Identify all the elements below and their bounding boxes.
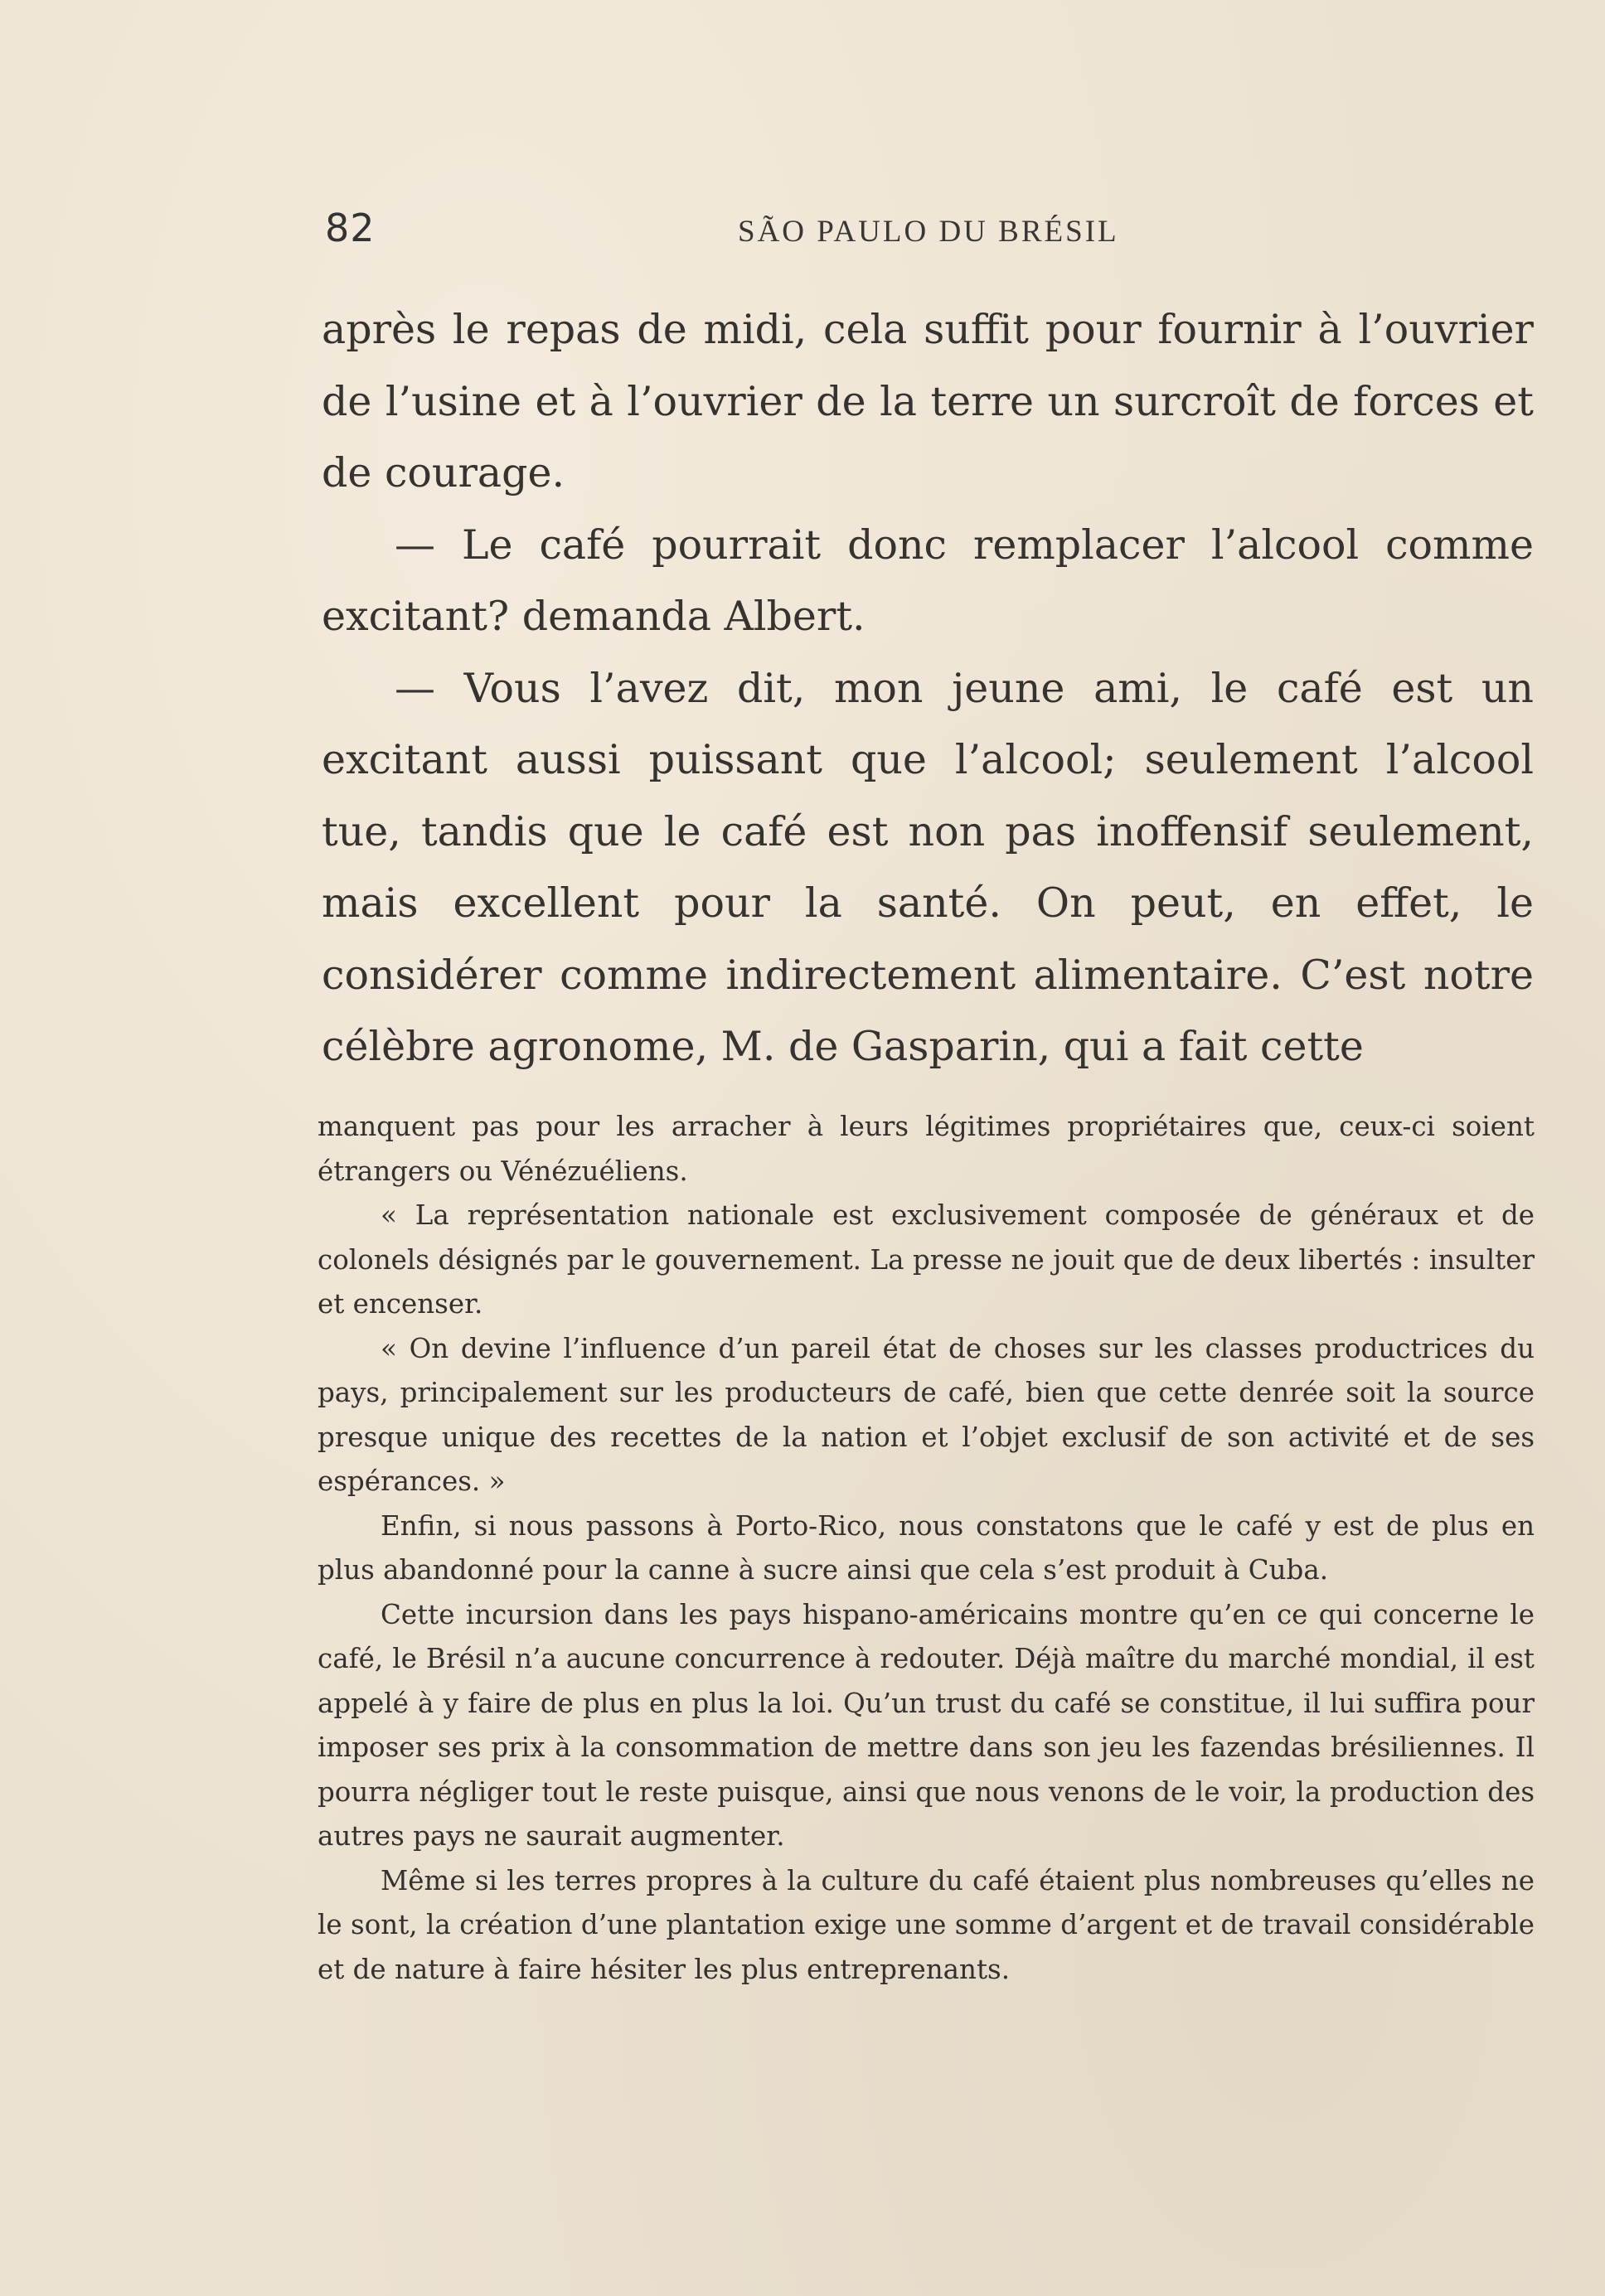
footnote-paragraph-3: « On devine l’influence d’un pareil état de choses sur les classes productrices du pays, principalement sur les producteurs de café, bien que cette denrée soit la source presque unique des recettes de la nation et l’objet exclusif de son activité et de ses espérances. » xyxy=(318,1332,1535,1497)
footnote-paragraph-2: « La représentation nationale est exclusivement composée de généraux et de colonels désignés par le gouvernement. La presse ne jouit que de deux libertés : insulter et encenser. xyxy=(318,1199,1535,1320)
footnote-paragraph-6: Même si les terres propres à la culture du café étaient plus nombreuses qu’elles ne le sont, la création d’une plantation exige une somme d’argent et de travail considérable et de nature à faire hésiter les plus entreprenants. xyxy=(318,1864,1535,1985)
main-paragraph-2: — Le café pourrait donc remplacer l’alcool comme excitant? demanda Albert. xyxy=(322,521,1534,640)
footnote-paragraph-1: manquent pas pour les arracher à leurs légitimes propriétaires que, ceux-ci soient étrangers ou Vénézuéliens. xyxy=(318,1111,1535,1187)
footnote-paragraph-4: Enfin, si nous passons à Porto-Rico, nous constatons que le café y est de plus en plus abandonné pour la canne à sucre ainsi que cela s’est produit à Cuba. xyxy=(318,1509,1535,1586)
footnote xyxy=(318,1105,1535,1992)
page-number: 82 xyxy=(325,206,376,250)
footnote-paragraph-5: Cette incursion dans les pays hispano-américains montre qu’en ce qui concerne le café, le Brésil n’a aucune concurrence à redouter. Déjà maître du marché mondial, il est appelé à y faire de plus en plus la loi. Qu’un trust du café se constitue, il lui suffira pour imposer ses prix à la consommation de mettre dans son jeu les fazendas brésiliennes. Il pourra négliger tout le reste puisque, ainsi que nous venons de le voir, la production des autres pays ne saurait augmenter. xyxy=(318,1598,1535,1852)
main-paragraph-3: — Vous l’avez dit, mon jeune ami, le café est un excitant aussi puissant que l’alcool; seulement l’alcool tue, tandis que le café est non pas inoffensif seulement, mais excellent pour la santé. On peut, en effet, le considérer comme indirectement alimentaire. C’est notre célèbre agronome, M. de Gasparin, qui a fait cette xyxy=(322,664,1534,1070)
running-head xyxy=(322,206,1151,264)
main-text xyxy=(322,294,1534,1083)
main-paragraph-1: après le repas de midi, cela suffit pour fournir à l’ouvrier de l’usine et à l’ouvrier de la terre un surcroît de forces et de courage. xyxy=(322,306,1534,496)
running-title: SÃO PAULO DU BRÉSIL xyxy=(738,215,1119,249)
